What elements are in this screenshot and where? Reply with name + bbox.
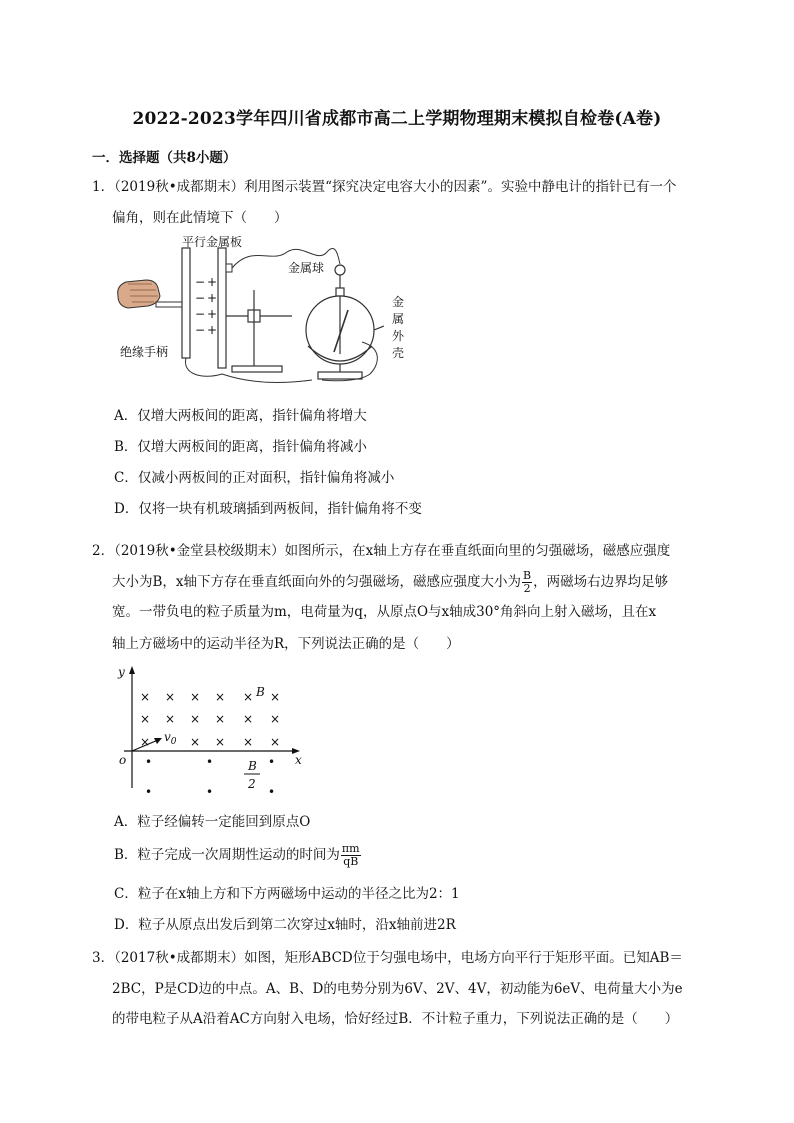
q2-stem-line4: 轴上方磁场中的运动半径为R，下列说法正确的是（ ） bbox=[112, 636, 460, 652]
label-ball: 金属球 bbox=[288, 261, 325, 275]
label-b-upper: B bbox=[256, 685, 265, 699]
svg-text:B: B bbox=[248, 759, 257, 773]
svg-text:×: × bbox=[140, 690, 151, 704]
q2-magnetic-field-figure bbox=[110, 660, 310, 800]
q1-electrometer-figure bbox=[112, 234, 412, 384]
svg-text:+: + bbox=[207, 323, 218, 337]
plate-charges bbox=[195, 275, 217, 337]
q1-stem-line1: 1．（2019秋•成都期末）利用图示装置“探究决定电容大小的因素”。实验中静电计的指针已有一个 bbox=[92, 179, 677, 195]
svg-text:•: • bbox=[268, 755, 276, 769]
svg-text:×: × bbox=[165, 690, 176, 704]
svg-text:×: × bbox=[215, 712, 226, 726]
svg-text:×: × bbox=[140, 735, 151, 749]
svg-text:•: • bbox=[145, 755, 153, 769]
insulating-handle bbox=[156, 302, 182, 307]
svg-text:×: × bbox=[190, 735, 201, 749]
svg-text:×: × bbox=[243, 712, 254, 726]
hand-icon bbox=[118, 280, 160, 308]
svg-text:属: 属 bbox=[392, 312, 405, 326]
svg-text:×: × bbox=[270, 712, 281, 726]
svg-text:外: 外 bbox=[392, 329, 405, 343]
svg-text:−: − bbox=[195, 323, 206, 337]
svg-text:•: • bbox=[145, 785, 153, 799]
svg-text:×: × bbox=[243, 690, 254, 704]
q3-stem-line1: 3．（2017秋•成都期末）如图，矩形ABCD位于匀强电场中，电场方向平行于矩形平面。已知AB＝ bbox=[92, 950, 683, 966]
label-shell bbox=[392, 294, 405, 360]
svg-text:×: × bbox=[165, 712, 176, 726]
x-axis-label: x bbox=[295, 753, 302, 767]
svg-text:×: × bbox=[140, 712, 151, 726]
svg-text:2: 2 bbox=[248, 777, 256, 791]
q2-stem-line2: 大小为B，x轴下方存在垂直纸面向外的匀强磁场，磁感应强度大小为 $\frac{B}{2}$ ，两磁场右边界均足够 bbox=[112, 569, 669, 595]
svg-text:+: + bbox=[207, 291, 218, 305]
origin-label: o bbox=[119, 753, 127, 767]
q1-option-c: C．仅减小两板间的正对面积，指针偏角将减小 bbox=[114, 470, 395, 486]
electrometer bbox=[306, 265, 384, 379]
svg-text:×: × bbox=[215, 690, 226, 704]
q2-stem-line1: 2．（2019秋•金堂县校级期末）如图所示，在x轴上方存在垂直纸面向里的匀强磁场，磁感应强度 bbox=[92, 543, 671, 559]
q2-option-a: A．粒子经偏转一定能回到原点O bbox=[114, 814, 311, 830]
label-plates: 平行金属板 bbox=[182, 235, 243, 249]
svg-text:−: − bbox=[195, 291, 206, 305]
svg-text:+: + bbox=[207, 307, 218, 321]
q1-option-a: A．仅增大两板间的距离，指针偏角将增大 bbox=[114, 408, 367, 424]
svg-text:×: × bbox=[243, 735, 254, 749]
svg-text:×: × bbox=[190, 712, 201, 726]
page-title: 2022-2023学年四川省成都市高二上学期物理期末模拟自检卷(A卷) bbox=[132, 109, 662, 129]
label-b-half bbox=[244, 759, 260, 791]
svg-text:−: − bbox=[195, 307, 206, 321]
svg-text:×: × bbox=[190, 690, 201, 704]
svg-text:金: 金 bbox=[392, 295, 405, 309]
q1-stem-line2: 偏角，则在此情境下（ ） bbox=[112, 210, 288, 226]
svg-text:−: − bbox=[195, 275, 206, 289]
q1-option-b: B．仅增大两板间的距离，指针偏角将减小 bbox=[114, 439, 367, 455]
svg-text:•: • bbox=[268, 785, 276, 799]
svg-text:•: • bbox=[206, 755, 214, 769]
svg-text:•: • bbox=[206, 785, 214, 799]
q3-stem-line2: 2BC，P是CD边的中点。A、B、D的电势分别为6V、2V、4V，初动能为6eV、电荷量大小为e bbox=[112, 981, 683, 997]
right-plate bbox=[218, 248, 226, 368]
q1-option-d: D．仅将一块有机玻璃插到两板间，指针偏角将不变 bbox=[114, 501, 422, 517]
label-handle: 绝缘手柄 bbox=[120, 345, 169, 359]
section-heading: 一．选择题（共8小题） bbox=[92, 150, 237, 166]
q2-option-b: B．粒子完成一次周期性运动的时间为 $\frac{\pi m}{qB}$ bbox=[114, 842, 360, 868]
q2-option-c: C．粒子在x轴上方和下方两磁场中运动的半径之比为2：1 bbox=[114, 886, 460, 902]
fraction-period: $\frac{\pi m}{qB}$ bbox=[341, 842, 360, 868]
label-v0: $v_0$ bbox=[164, 730, 177, 747]
svg-text:×: × bbox=[270, 735, 281, 749]
y-axis-label: y bbox=[118, 665, 125, 679]
left-plate bbox=[182, 248, 190, 358]
q2-stem-line3: 宽。一带负电的粒子质量为m，电荷量为q，从原点O与x轴成30°角斜向上射入磁场，且在x bbox=[112, 604, 657, 620]
svg-text:×: × bbox=[270, 690, 281, 704]
q3-stem-line3: 的带电粒子从A沿着AC方向射入电场，恰好经过B．不计粒子重力，下列说法正确的是（ ） bbox=[112, 1011, 679, 1027]
q2-option-d: D．粒子从原点出发后到第二次穿过x轴时，沿x轴前进2R bbox=[114, 917, 456, 933]
svg-text:+: + bbox=[207, 275, 218, 289]
svg-text:×: × bbox=[215, 735, 226, 749]
plate-stand bbox=[226, 290, 292, 372]
svg-text:壳: 壳 bbox=[392, 346, 405, 360]
fraction-b-half: $\frac{B}{2}$ bbox=[523, 569, 532, 595]
